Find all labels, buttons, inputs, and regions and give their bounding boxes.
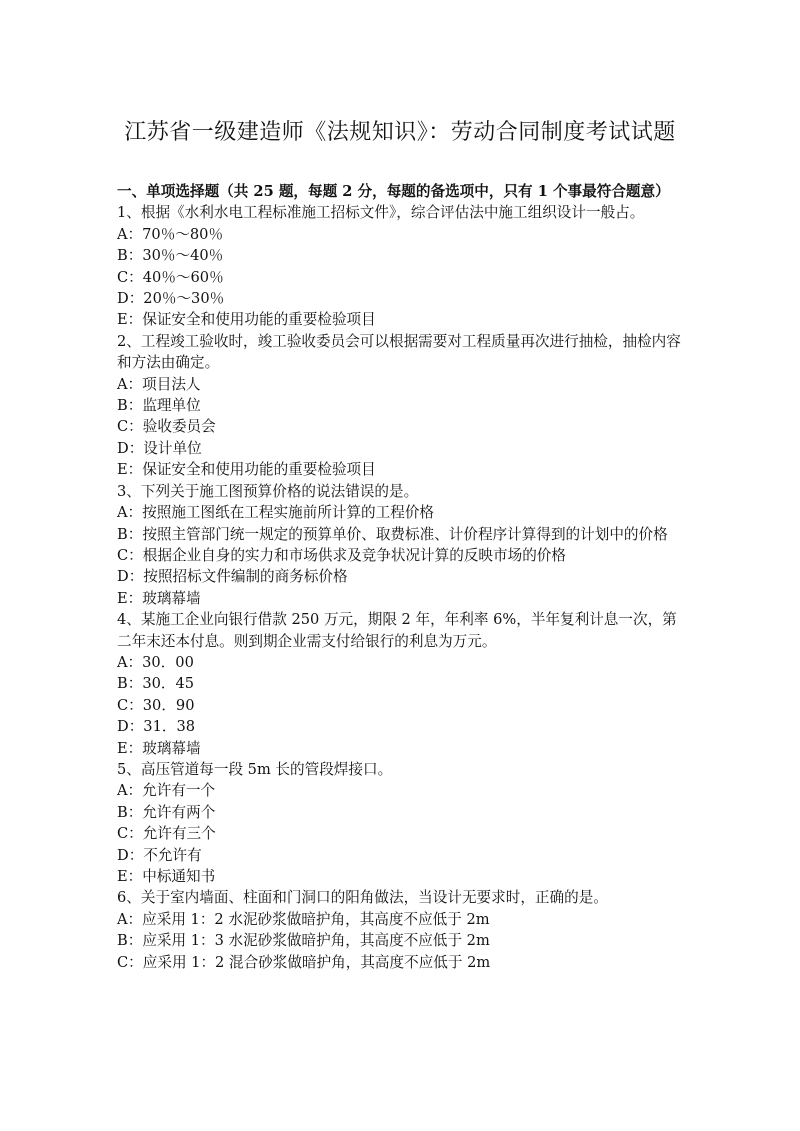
option-b: B：30％～40％ <box>117 247 224 265</box>
option-c: C：应采用 1：2 混合砂浆做暗护角，其高度不应低于 2m <box>117 953 491 971</box>
option-e: E：玻璃幕墙 <box>117 739 201 757</box>
question-6 <box>117 887 687 973</box>
option-b: B：监理单位 <box>117 397 201 415</box>
option-a: A：应采用 1：2 水泥砂浆做暗护角，其高度不应低于 2m <box>117 910 490 928</box>
section-heading: 一、单项选择题（共 25 题，每题 2 分，每题的备选项中，只有 1 个事最符合题意） <box>117 183 670 200</box>
option-b: B：应采用 1：3 水泥砂浆做暗护角，其高度不应低于 2m <box>117 932 490 950</box>
question-text: 5、高压管道每一段 5m 长的管段焊接口。 <box>117 760 393 778</box>
document-body <box>117 181 687 973</box>
option-a: A：按照施工图纸在工程实施前所计算的工程价格 <box>117 504 435 522</box>
question-text: 1、根据《水利水电工程标准施工招标文件》，综合评估法中施工组织设计一般占。 <box>117 204 645 222</box>
document-title: 江苏省一级建造师《法规知识》：劳动合同制度考试试题 <box>124 120 676 145</box>
question-2 <box>117 331 687 481</box>
question-5 <box>117 759 687 887</box>
option-a: A：30．00 <box>117 653 194 671</box>
question-text: 4、某施工企业向银行借款 250 万元，期限 2 年，年利率 6%，半年复利计息一次，第二年末还本付息。则到期企业需支付给银行的利息为万元。 <box>117 611 677 650</box>
option-c: C：验收委员会 <box>117 418 216 436</box>
question-1 <box>117 202 687 330</box>
option-b: B：按照主管部门统一规定的预算单价、取费标准、计价程序计算得到的计划中的价格 <box>117 525 668 543</box>
option-c: C：30．90 <box>117 696 195 714</box>
option-e: E：中标通知书 <box>117 868 216 885</box>
option-c: C：允许有三个 <box>117 825 216 843</box>
option-e: E：玻璃幕墙 <box>117 589 201 607</box>
question-3 <box>117 481 687 609</box>
option-b: B：30．45 <box>117 675 195 693</box>
question-text: 6、关于室内墙面、柱面和门洞口的阳角做法，当设计无要求时，正确的是。 <box>117 889 608 907</box>
option-e: E：保证安全和使用功能的重要检验项目 <box>117 461 376 479</box>
option-b: B：允许有两个 <box>117 803 216 821</box>
option-c: C：40％～60％ <box>117 268 224 286</box>
option-a: A：70％～80％ <box>117 225 224 243</box>
option-a: A：项目法人 <box>117 375 201 393</box>
question-text: 3、下列关于施工图预算价格的说法错误的是。 <box>117 482 419 500</box>
option-d: D：31．38 <box>117 718 196 736</box>
question-4 <box>117 609 687 759</box>
option-d: D：按照招标文件编制的商务标价格 <box>117 568 348 586</box>
option-d: D：设计单位 <box>117 439 202 457</box>
option-e: E：保证安全和使用功能的重要检验项目 <box>117 311 376 329</box>
option-c: C：根据企业自身的实力和市场供求及竞争状况计算的反映市场的价格 <box>117 546 566 564</box>
option-d: D：不允许有 <box>117 846 202 864</box>
question-text: 2、工程竣工验收时，竣工验收委员会可以根据需要对工程质量再次进行抽检，抽检内容和方法由确定。 <box>117 332 681 372</box>
option-a: A：允许有一个 <box>117 782 216 800</box>
option-d: D：20％～30％ <box>117 290 225 308</box>
